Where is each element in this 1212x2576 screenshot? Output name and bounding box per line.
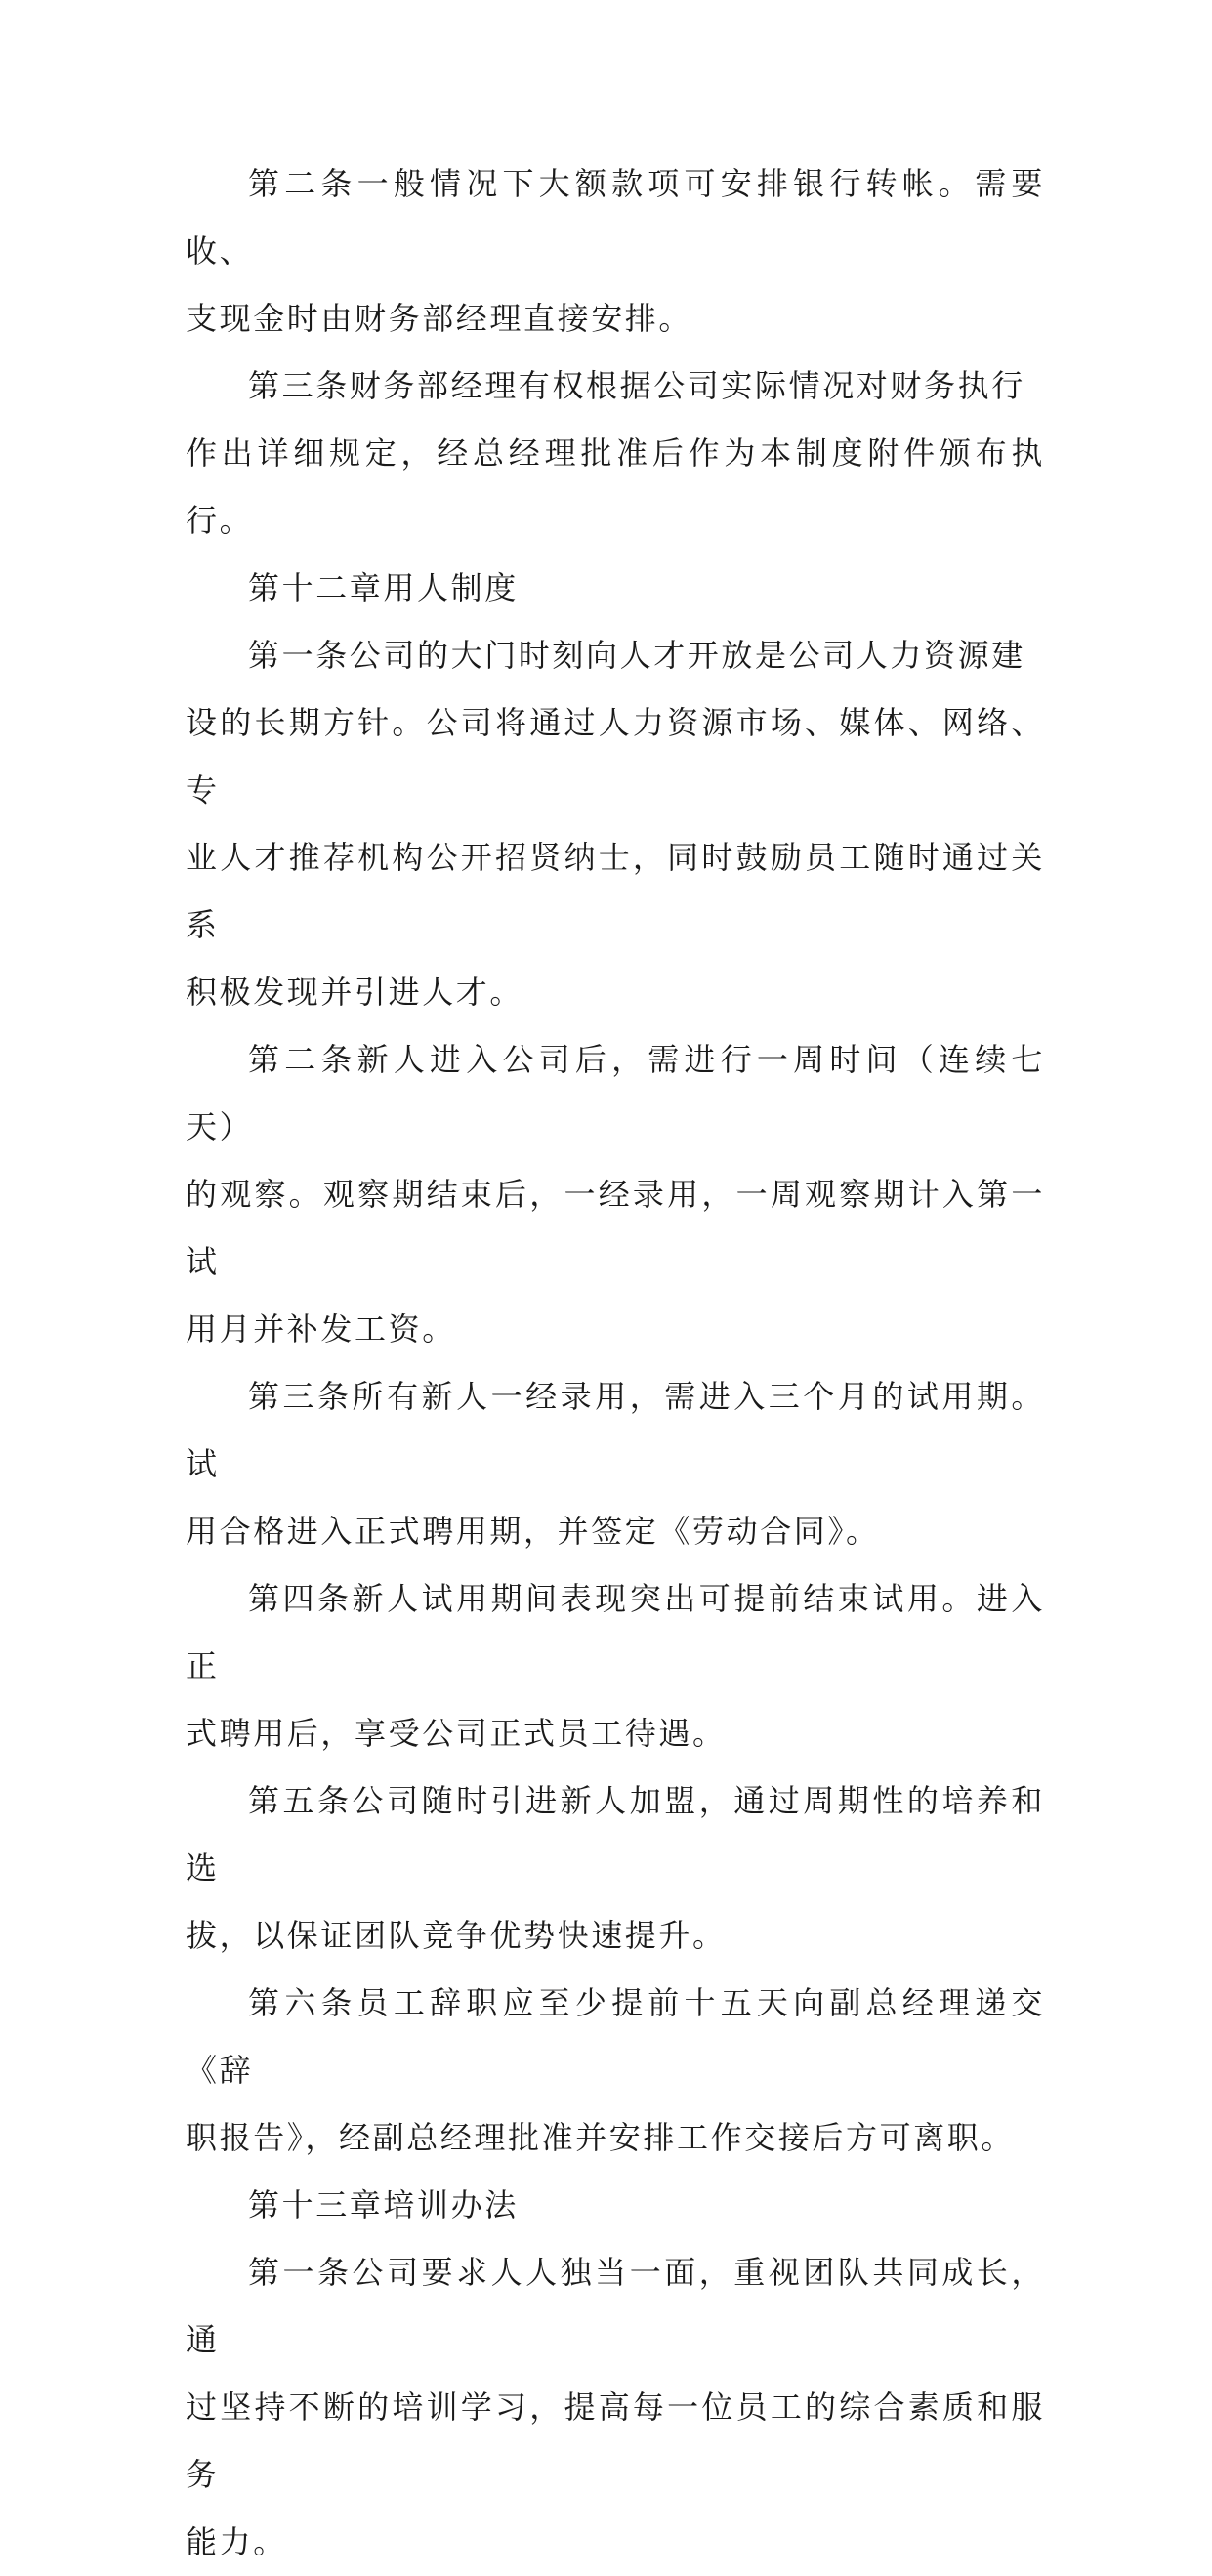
document-body: [186, 150, 1045, 2576]
paragraph-article-3-finance-rules: 第三条财务部经理有权根据公司实际情况对财务执行 作出详细规定，经总经理批准后作为本制度附件颁布执行。: [186, 367, 1045, 539]
paragraph-article-3-probation: 第三条所有新人一经录用，需进入三个月的试用期。试 用合格进入正式聘用期，并签定《劳动合同》。: [186, 1378, 1045, 1550]
paragraph-article-1-training: 第一条公司要求人人独当一面，重视团队共同成长，通 过坚持不断的培训学习，提高每一位员工的综合素质和服务 能力。: [186, 2254, 1045, 2560]
chapter-12-heading: 第十二章用人制度: [248, 569, 519, 606]
chapter-13-heading: 第十三章培训办法: [248, 2186, 519, 2223]
paragraph-article-4-early-end: 第四条新人试用期间表现突出可提前结束试用。进入正 式聘用后，享受公司正式员工待遇。: [186, 1580, 1045, 1752]
paragraph-article-2-observation: 第二条新人进入公司后，需进行一周时间（连续七天） 的观察。观察期结束后，一经录用，一周观察期计入第一试 用月并补发工资。: [186, 1041, 1045, 1348]
paragraph-article-2-bank-transfer: 第二条一般情况下大额款项可安排银行转帐。需要收、 支现金时由财务部经理直接安排。: [186, 165, 1045, 337]
paragraph-article-6-resignation: 第六条员工辞职应至少提前十五天向副总经理递交《辞 职报告》，经副总经理批准并安排工作交接后方可离职。: [186, 1984, 1045, 2156]
paragraph-article-5-recruitment: 第五条公司随时引进新人加盟，通过周期性的培养和选 拔，以保证团队竞争优势快速提升。: [186, 1782, 1045, 1954]
paragraph-article-1-talent: 第一条公司的大门时刻向人才开放是公司人力资源建 设的长期方针。公司将通过人力资源市场、媒体、网络、专 业人才推荐机构公开招贤纳士，同时鼓励员工随时通过关系 积极发现并引进人才。: [186, 637, 1045, 1011]
